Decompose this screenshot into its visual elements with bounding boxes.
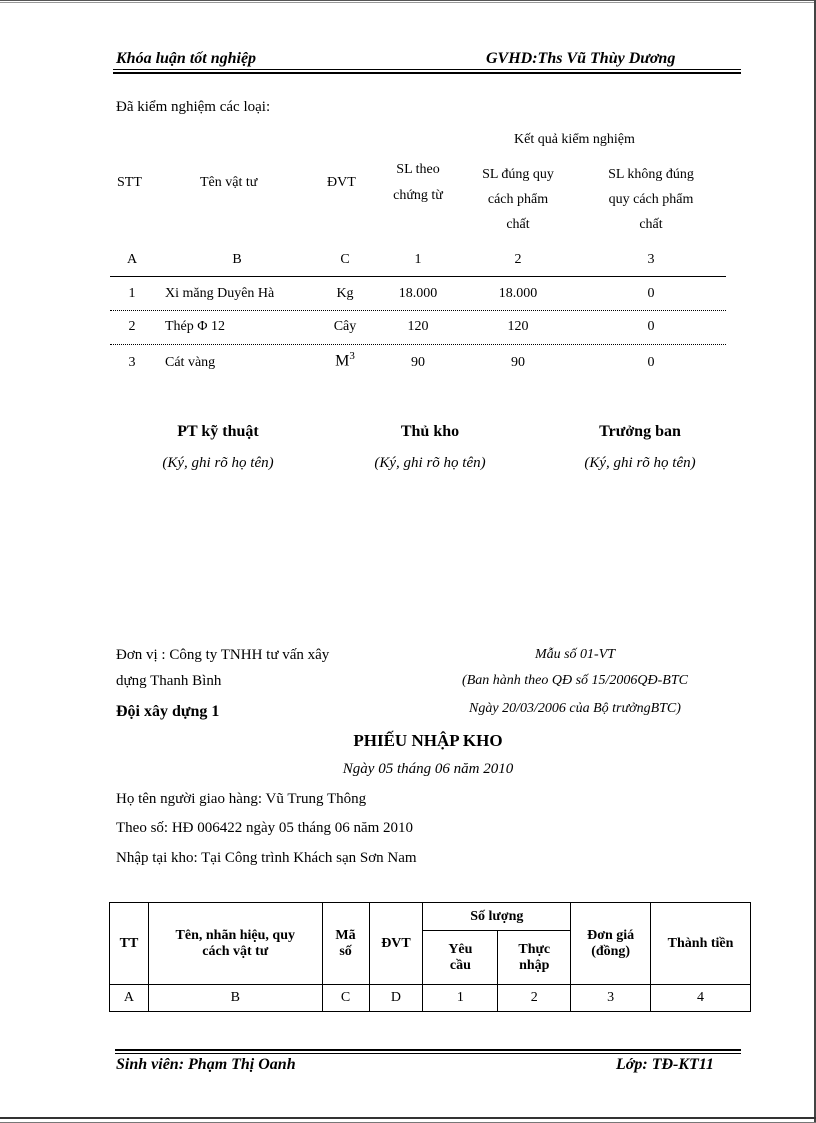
row-unit: Cây — [333, 319, 357, 334]
receipt-col-amount: Thành tiền — [651, 903, 751, 985]
receipt-col-name — [148, 903, 322, 985]
row-sl-ok: 90 — [511, 355, 525, 370]
receipt-code-cell: 3 — [571, 985, 651, 1012]
row-name: Xi măng Duyên Hà — [165, 286, 275, 301]
receipt-col-unit: ĐVT — [369, 903, 423, 985]
code-cell: 2 — [514, 252, 522, 267]
receipt-col-qty-actual-line2: nhập — [519, 957, 550, 973]
row-stt: 3 — [128, 355, 136, 370]
col-sl-doc-header-1: SL theo — [396, 162, 440, 177]
col-sl-bad-header-2: quy cách phẩm — [608, 192, 694, 207]
receipt-col-tt: TT — [110, 903, 149, 985]
row-unit-exponent: 3 — [349, 350, 355, 362]
receipt-warehouse: Nhập tại kho: Tại Công trình Khách sạn Sơn Nam — [116, 850, 417, 866]
col-stt-header: STT — [117, 175, 142, 190]
col-sl-ok-header-3: chất — [506, 217, 530, 232]
form-issue-line2: Ngày 20/03/2006 của Bộ trưởngBTC) — [469, 701, 681, 716]
footer-class: Lớp: TĐ-KT11 — [616, 1056, 714, 1073]
row-name: Thép Φ 12 — [165, 319, 225, 334]
page-edge-top — [0, 0, 816, 3]
row-stt: 1 — [128, 286, 136, 301]
header-rule-thick — [113, 72, 741, 74]
receipt-col-name-line2: cách vật tư — [202, 943, 269, 959]
col-unit-header: ĐVT — [327, 175, 356, 190]
receipt-code-cell: A — [110, 985, 149, 1012]
row-divider — [110, 344, 726, 345]
receipt-code-cell: C — [322, 985, 369, 1012]
signature-title-storekeeper: Thủ kho — [400, 423, 460, 440]
receipt-col-code — [322, 903, 369, 985]
signature-title-technical: PT kỹ thuật — [177, 423, 259, 440]
row-sl-doc: 90 — [411, 355, 425, 370]
header-left-text: Khóa luận tốt nghiệp — [116, 50, 257, 67]
code-cell: C — [340, 252, 350, 267]
receipt-code-cell: 2 — [498, 985, 571, 1012]
row-unit-base: M — [335, 352, 350, 370]
code-cell: 1 — [414, 252, 422, 267]
row-sl-doc: 120 — [407, 319, 429, 334]
receipt-team: Đội xây dựng 1 — [116, 703, 220, 720]
col-sl-bad-header-3: chất — [639, 217, 663, 232]
row-name: Cát vàng — [165, 355, 216, 370]
header-rule — [113, 69, 741, 70]
receipt-code-cell: 1 — [423, 985, 498, 1012]
col-name-header: Tên vật tư — [200, 175, 258, 190]
signature-note-storekeeper: (Ký, ghi rõ họ tên) — [374, 455, 486, 471]
col-sl-ok-header-1: SL đúng quy — [482, 167, 554, 182]
receipt-code-cell: D — [369, 985, 423, 1012]
inspection-intro: Đã kiểm nghiệm các loại: — [116, 99, 271, 115]
footer-rule — [115, 1053, 741, 1054]
receipt-table — [109, 902, 751, 1012]
receipt-unit-line2: dựng Thanh Bình — [116, 673, 222, 689]
receipt-date: Ngày 05 tháng 06 năm 2010 — [342, 761, 514, 777]
form-number: Mẫu số 01-VT — [534, 647, 616, 662]
page-edge-bottom — [0, 1117, 816, 1123]
row-sl-bad: 0 — [647, 286, 655, 301]
col-sl-ok-header-2: cách phẩm — [487, 192, 549, 207]
signature-note-technical: (Ký, ghi rõ họ tên) — [162, 455, 274, 471]
receipt-col-price — [571, 903, 651, 985]
code-cell: 3 — [647, 252, 655, 267]
row-stt: 2 — [128, 319, 136, 334]
receipt-deliverer: Họ tên người giao hàng: Vũ Trung Thông — [116, 791, 367, 807]
signature-title-head: Trưởng ban — [599, 423, 681, 440]
receipt-code-cell: 4 — [651, 985, 751, 1012]
receipt-col-qty-required — [423, 931, 498, 985]
row-sl-ok: 120 — [507, 319, 529, 334]
receipt-reference: Theo số: HĐ 006422 ngày 05 tháng 06 năm 2010 — [116, 820, 414, 836]
receipt-col-name-line1: Tên, nhãn hiệu, quy — [175, 927, 295, 943]
receipt-col-price-line2: (đồng) — [591, 943, 631, 959]
receipt-title: PHIẾU NHẬP KHO — [353, 731, 503, 750]
receipt-col-qty-required-line1: Yêu — [448, 941, 473, 957]
row-unit: Kg — [336, 286, 354, 301]
form-issue-line1: (Ban hành theo QĐ số 15/2006QĐ-BTC — [462, 673, 688, 688]
receipt-code-cell: B — [148, 985, 322, 1012]
receipt-col-qty-actual-line1: Thực — [518, 941, 551, 957]
row-sl-doc: 18.000 — [398, 286, 438, 301]
row-divider — [110, 310, 726, 311]
code-cell: B — [232, 252, 242, 267]
footer-rule-thick — [115, 1049, 741, 1051]
receipt-col-qty-actual — [498, 931, 571, 985]
receipt-col-qty-required-line2: cầu — [449, 957, 471, 973]
receipt-unit-line1: Đơn vị : Công ty TNHH tư vấn xây — [116, 647, 330, 663]
footer-student: Sinh viên: Phạm Thị Oanh — [116, 1056, 296, 1073]
receipt-code-row — [110, 985, 751, 1012]
row-sl-bad: 0 — [647, 319, 655, 334]
row-unit — [325, 350, 365, 370]
table-rule — [110, 276, 726, 277]
code-cell: A — [126, 252, 138, 267]
receipt-col-code-line1: Mã — [335, 927, 356, 943]
signature-note-head: (Ký, ghi rõ họ tên) — [584, 455, 696, 471]
row-sl-bad: 0 — [647, 355, 655, 370]
result-group-heading: Kết quả kiểm nghiệm — [514, 132, 635, 147]
col-sl-bad-header-1: SL không đúng — [608, 167, 694, 182]
row-sl-ok: 18.000 — [498, 286, 538, 301]
receipt-col-price-line1: Đơn giá — [587, 927, 635, 943]
receipt-col-code-line2: số — [339, 943, 352, 959]
receipt-col-quantity: Số lượng — [423, 903, 571, 931]
col-sl-doc-header-2: chứng từ — [393, 188, 443, 203]
header-right-text: GVHD:Ths Vũ Thùy Dương — [486, 50, 676, 67]
